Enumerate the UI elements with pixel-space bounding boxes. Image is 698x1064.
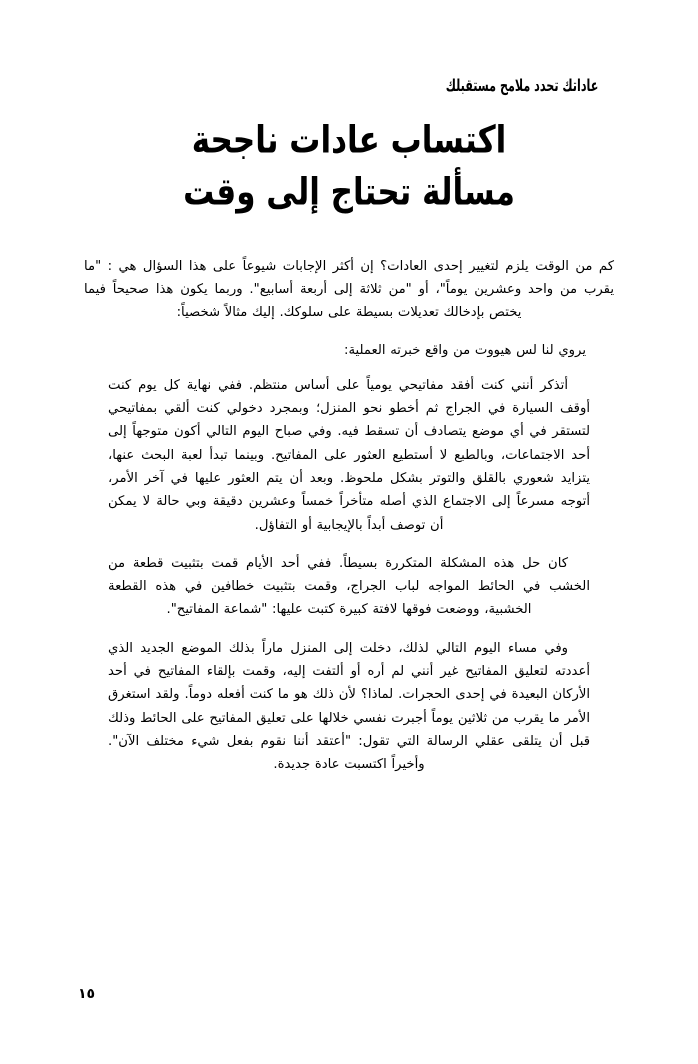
chapter-title xyxy=(92,118,606,215)
quote-attribution-line: يروي لنا لس هيووت من واقع خبرته العملية: xyxy=(344,342,586,358)
chapter-title-line-1: اكتساب عادات ناجحة xyxy=(191,118,507,163)
paragraph-intro: كم من الوقت يلزم لتغيير إحدى العادات؟ إن أكثر الإجابات شيوعاً على هذا السؤال هي : "ما يقرب من واحد وعشرين يوماً"، أو "من ثلاثة إلى أربعة أسابيع". وربما يكون هذا صحيحاً فيما يختص بإدخالك تعديلات بسيطة على سلوكك. إليك مثالاً شخصياً: xyxy=(84,259,614,321)
chapter-title-line-2: مسألة تحتاج إلى وقت xyxy=(183,170,515,215)
body-text xyxy=(84,255,614,792)
block-quote xyxy=(108,374,590,777)
quote-paragraph-3: وفي مساء اليوم التالي لذلك، دخلت إلى المنزل ماراً بذلك الموضع الجديد الذي أعددته لتعليق المفاتيح غير أنني لم أره أو ألتفت إليه، وقمت بإلقاء المفاتيح في أحد الأركان البعيدة في إحدى الحجرات. لماذا؟ لأن ذلك هو ما كنت أفعله دوماً. ولقد استغرق الأمر ما يقرب من ثلاثين يوماً أجبرت نفسي خلالها على تعليق المفاتيح على الحائط وذلك قبل أن يتلقى عقلي الرسالة التي تقول: "أعتقد أننا نقوم بفعل شيء مختلف الآن". وأخيراً اكتسبت عادة جديدة. xyxy=(108,640,590,773)
quote-paragraph-2: كان حل هذه المشكلة المتكررة بسيطاً. ففي أحد الأيام قمت بتثبيت قطعة من الخشب في الحائط المواجه لباب الجراج، وقمت بتثبيت خطافين في هذه القطعة الخشبية، ووضعت فوقها لافتة كبيرة كتبت عليها: "شماعة المفاتيح". xyxy=(108,555,590,618)
running-header xyxy=(278,74,598,96)
running-header-text: عاداتك تحدد ملامح مستقبلك xyxy=(445,74,598,96)
page-number: ١٥ xyxy=(78,986,96,1002)
quote-paragraph-1: أتذكر أنني كنت أفقد مفاتيحي يومياً على أساس منتظم. ففي نهاية كل يوم كنت أوقف السيارة في الجراج ثم أخطو نحو المنزل؛ وبمجرد دخولي كنت ألقي بمفاتيحي لتستقر في أي موضع يتصادف أن تسقط فيه. وفي صباح اليوم التالي أكون متوجهاً إلى أحد الاجتماعات، وبالطبع لا أستطيع العثور على المفاتيح. وبينما تبدأ لعبة البحث عنها، يتزايد شعوري بالقلق والتوتر بشكل ملحوظ. وبعد أن يتم العثور عليها في آخر الأمر، أتوجه مسرعاً إلى الاجتماع الذي أصله متأخراً خمساً وعشرين دقيقة وبي حالة لا يمكن أن توصف أبداً بالإيجابية أو التفاؤل. xyxy=(108,377,590,533)
